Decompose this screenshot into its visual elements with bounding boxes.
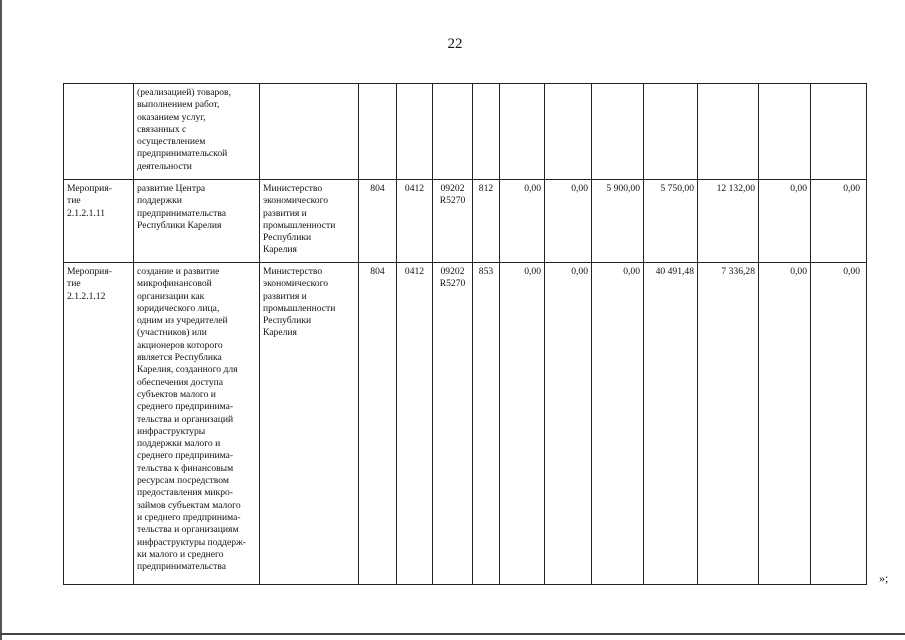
amount-cell: 5 900,00 [592,180,644,263]
measure-description-cell: создание и развитие микрофинансовой организации как юридического лица, одним из учредителей (участников) или акционеров которого является Республика Карелия, созданного для обеспечения доступа субъектов малого и среднего предпринима- тельства и организаций инфраструктуры поддержки малого и среднего предпринима- тельства к финансовым ресурсам посредством предоставления микро- займов субъектам малого и среднего предпринима- тельства и организациям инфраструктуры поддерж- ки малого и среднего предпринимательства [134,263,260,585]
expense-type-cell [473,84,500,180]
expense-type-cell: 812 [473,180,500,263]
expense-type-cell: 853 [473,263,500,585]
page-number: 22 [447,36,463,52]
measure-code-cell: Мероприя- тие 2.1.2.1.12 [64,263,134,585]
amount-cell [644,84,698,180]
scan-left-edge [0,0,2,640]
table-row [64,84,867,180]
table-row [64,180,867,263]
executor-cell: Министерство экономического развития и промышленности Республики Карелия [260,263,359,585]
target-article-cell [433,84,473,180]
grbs-code-cell [359,84,397,180]
grbs-code-cell: 804 [359,180,397,263]
amount-cell [759,84,811,180]
executor-cell: Министерство экономического развития и промышленности Республики Карелия [260,180,359,263]
amount-cell: 40 491,48 [644,263,698,585]
executor-cell [260,84,359,180]
measure-description-cell: развитие Центра поддержки предпринимательства Республики Карелия [134,180,260,263]
grbs-code-cell: 804 [359,263,397,585]
amount-cell: 0,00 [592,263,644,585]
amount-cell: 12 132,00 [698,180,759,263]
section-code-cell [397,84,433,180]
amount-cell: 0,00 [759,263,811,585]
measure-description-cell: (реализацией) товаров, выполнением работ, оказанием услуг, связанных с осуществлением предпринимательской деятельности [134,84,260,180]
amount-cell: 0,00 [500,263,545,585]
amount-cell [698,84,759,180]
amount-cell: 0,00 [545,263,592,585]
amount-cell: 0,00 [500,180,545,263]
target-article-cell: 09202 R5270 [433,263,473,585]
amount-cell [500,84,545,180]
closing-quote-mark: »; [879,571,889,585]
amount-cell: 0,00 [811,263,867,585]
scan-bottom-edge [0,633,905,635]
table-row [64,263,867,585]
budget-table [63,83,867,585]
section-code-cell: 0412 [397,263,433,585]
measure-code-cell [64,84,134,180]
amount-cell: 5 750,00 [644,180,698,263]
measure-code-cell: Мероприя- тие 2.1.2.1.11 [64,180,134,263]
target-article-cell: 09202 R5270 [433,180,473,263]
amount-cell: 0,00 [545,180,592,263]
amount-cell [545,84,592,180]
amount-cell: 0,00 [811,180,867,263]
amount-cell: 7 336,28 [698,263,759,585]
section-code-cell: 0412 [397,180,433,263]
amount-cell [592,84,644,180]
amount-cell [811,84,867,180]
amount-cell: 0,00 [759,180,811,263]
